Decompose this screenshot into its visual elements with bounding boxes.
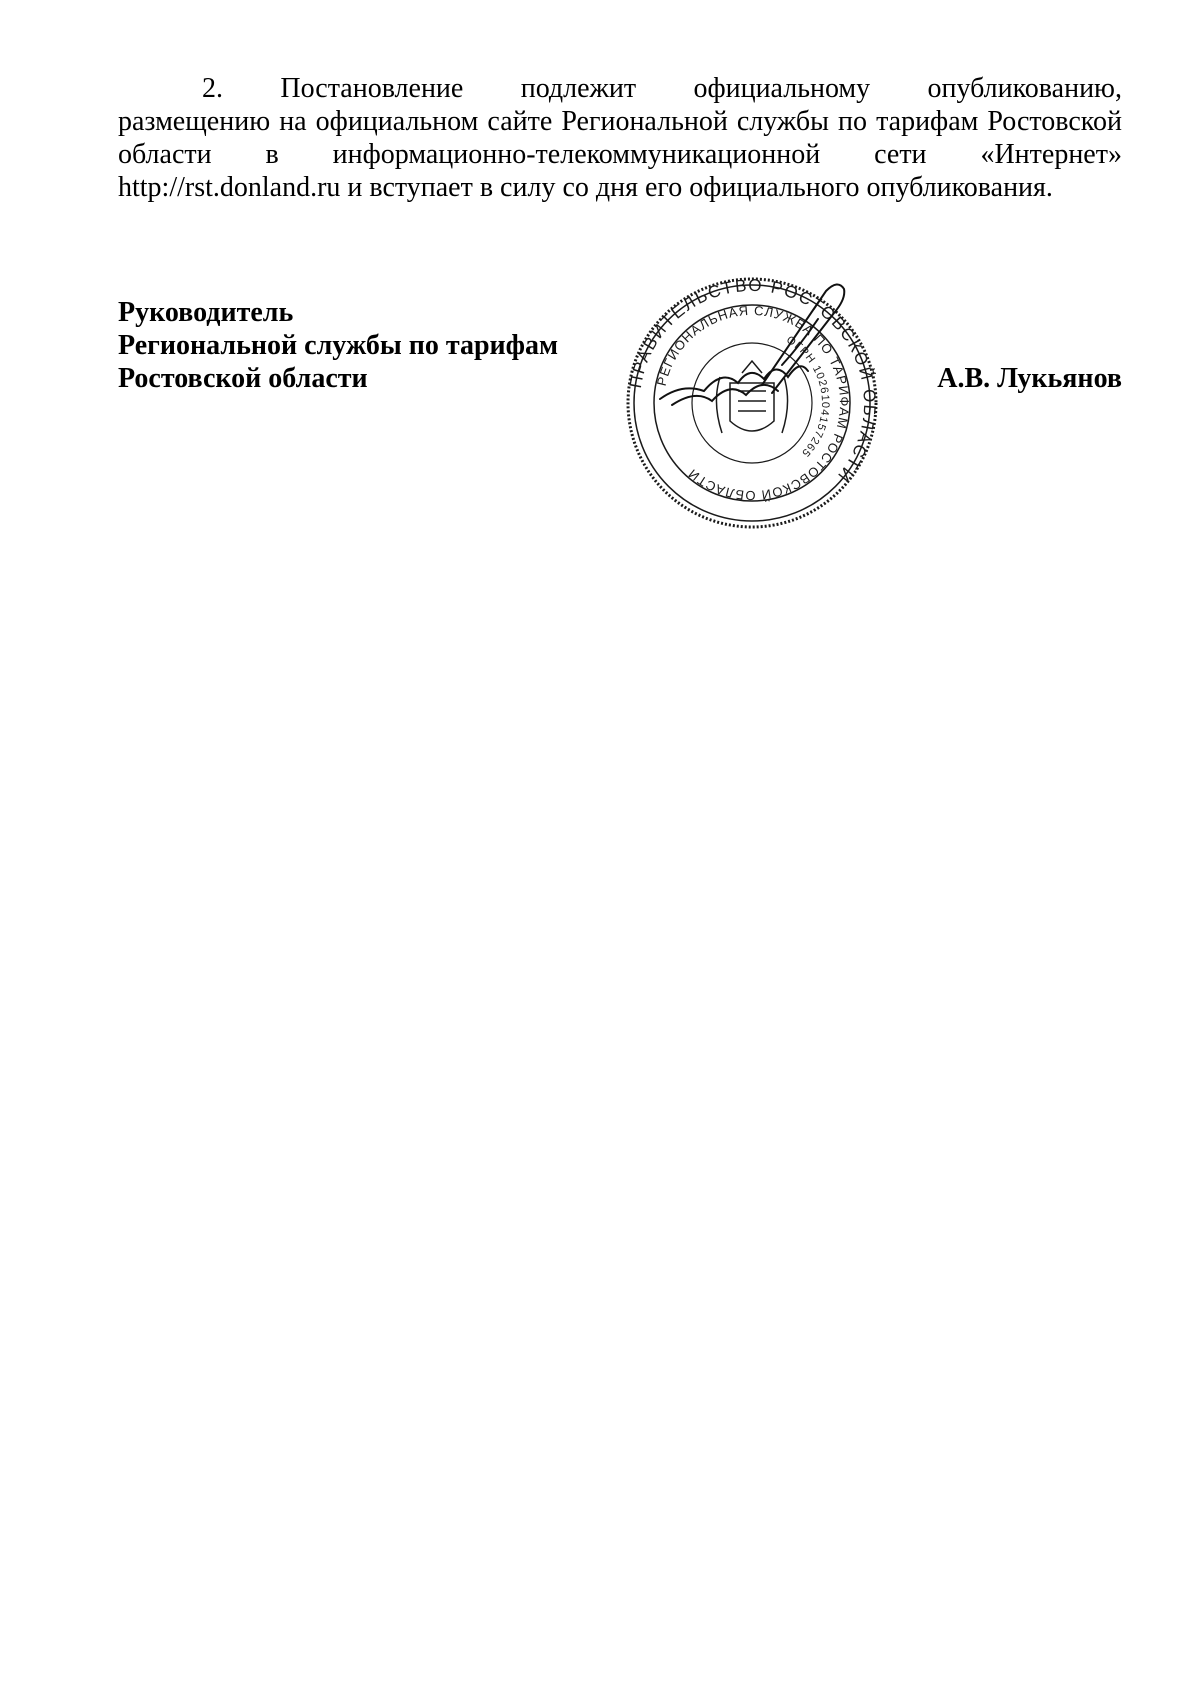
paragraph-line-4 xyxy=(118,171,1122,204)
paragraph-word: области xyxy=(118,139,212,170)
paragraph-word: на xyxy=(279,106,307,137)
position-line: Руководитель xyxy=(118,297,294,328)
paragraph-word: Региональной xyxy=(561,106,728,137)
paragraph-word: сети xyxy=(874,139,927,170)
paragraph-word: в xyxy=(265,139,279,170)
paragraph-word: опубликованию, xyxy=(927,73,1122,104)
seal-inner-text: РЕГИОНАЛЬНАЯ СЛУЖБА ПО ТАРИФАМ РОСТОВСКОЙ ОБЛАСТИ xyxy=(653,302,853,504)
official-seal-stamp xyxy=(612,273,892,533)
paragraph-line-3 xyxy=(118,138,1122,171)
coat-of-arms-emblem xyxy=(716,361,787,433)
paragraph-word: «Интернет» xyxy=(980,139,1122,170)
paragraph-word: тарифам xyxy=(876,106,979,137)
paragraph-word: официальном xyxy=(315,106,479,137)
seal-outer-text: ПРАВИТЕЛЬСТВО РОСТОВСКОЙ ОБЛАСТИ xyxy=(625,275,880,487)
paragraph-word: Ростовской xyxy=(987,106,1122,137)
paragraph-last-line: http://rst.donland.ru и вступает в силу со дня его официального опубликования. xyxy=(118,172,1053,203)
signer-name: А.В. Лукьянов xyxy=(937,363,1122,394)
paragraph-word: подлежит xyxy=(520,73,637,104)
paragraph-line-2 xyxy=(118,105,1122,138)
position-line: Региональной службы по тарифам xyxy=(118,330,559,361)
seal-ogrn-text: ОГРН 1026104157265 xyxy=(784,333,832,460)
resolution-paragraph-2 xyxy=(118,72,1122,204)
seal-graphic xyxy=(612,273,892,533)
paragraph-word: по xyxy=(838,106,867,137)
paragraph-line-1 xyxy=(118,72,1122,105)
position-line: Ростовской области xyxy=(118,363,368,394)
paragraph-word: информационно-телекоммуникационной xyxy=(332,139,821,170)
paragraph-word: службы xyxy=(736,106,829,137)
paragraph-word: 2. xyxy=(202,73,223,104)
paragraph-word: сайте xyxy=(487,106,553,137)
paragraph-word: размещению xyxy=(118,106,271,137)
paragraph-word: официальному xyxy=(693,73,871,104)
paragraph-word: Постановление xyxy=(280,73,464,104)
